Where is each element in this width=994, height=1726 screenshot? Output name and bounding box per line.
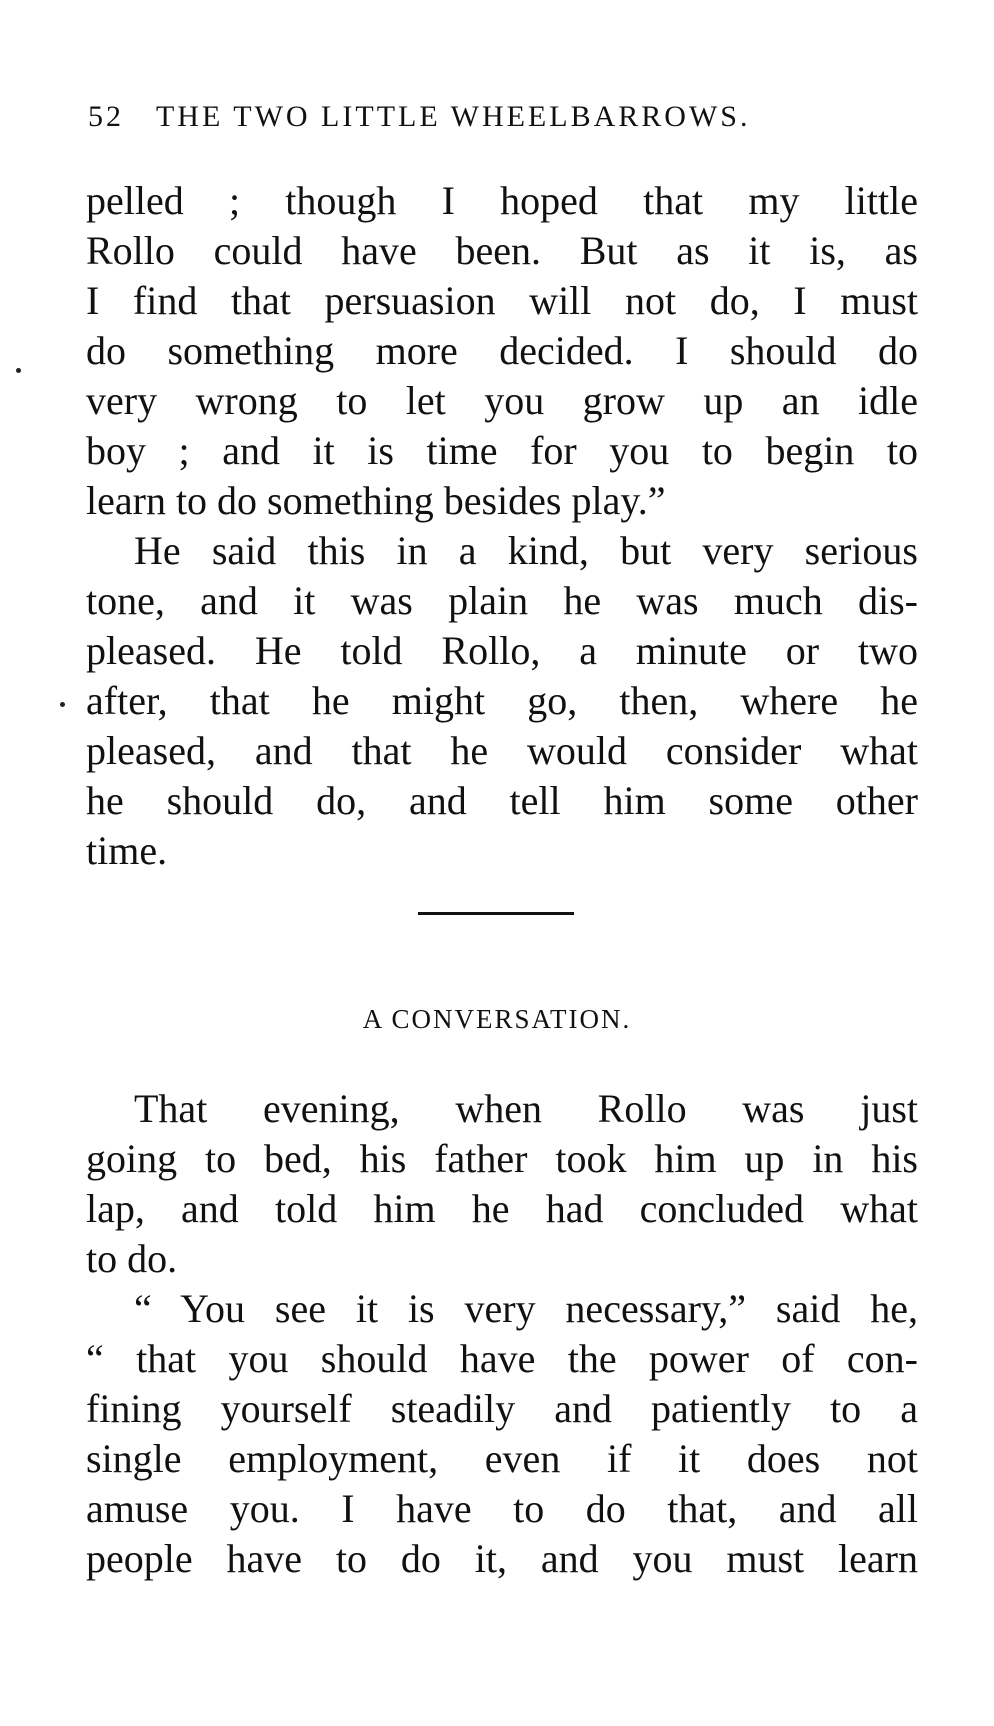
- ink-speck: [60, 702, 65, 707]
- text-line: fining yourself steadily and patiently to a: [86, 1386, 918, 1431]
- running-title: THE TWO LITTLE WHEELBARROWS.: [155, 100, 751, 133]
- section-divider: [418, 912, 574, 915]
- text-line: “ You see it is very necessary,” said he,: [134, 1286, 918, 1331]
- text-line: tone, and it was plain he was much dis-: [86, 578, 918, 623]
- text-line: pleased, and that he would consider what: [86, 728, 918, 773]
- text-line: learn to do something besides play.”: [86, 478, 666, 523]
- text-line: Rollo could have been. But as it is, as: [86, 228, 918, 273]
- bottom-text-block: [86, 1084, 918, 1584]
- text-line: do something more decided. I should do: [86, 328, 918, 373]
- text-line: amuse you. I have to do that, and all: [86, 1486, 918, 1531]
- text-line: That evening, when Rollo was just: [134, 1086, 918, 1131]
- text-line: he should do, and tell him some other: [86, 778, 918, 823]
- text-line: single employment, even if it does not: [86, 1436, 918, 1481]
- text-line: He said this in a kind, but very serious: [134, 528, 918, 573]
- text-line: very wrong to let you grow up an idle: [86, 378, 918, 423]
- text-line: boy ; and it is time for you to begin to: [86, 428, 918, 473]
- text-line: pelled ; though I hoped that my little: [86, 178, 918, 223]
- running-head: [88, 100, 750, 134]
- page-number: 52: [88, 100, 124, 133]
- text-line: going to bed, his father took him up in his: [86, 1136, 918, 1181]
- text-line: time.: [86, 828, 168, 873]
- text-line: I find that persuasion will not do, I must: [86, 278, 918, 323]
- text-line: after, that he might go, then, where he: [86, 678, 918, 723]
- section-heading: A CONVERSATION.: [362, 1004, 632, 1034]
- text-line: pleased. He told Rollo, a minute or two: [86, 628, 918, 673]
- text-line: lap, and told him he had concluded what: [86, 1186, 918, 1231]
- text-line: to do.: [86, 1236, 178, 1281]
- top-text-block: [86, 176, 918, 876]
- text-line: “ that you should have the power of con-: [86, 1336, 918, 1381]
- ink-speck: [16, 368, 21, 373]
- text-line: people have to do it, and you must learn: [86, 1536, 918, 1581]
